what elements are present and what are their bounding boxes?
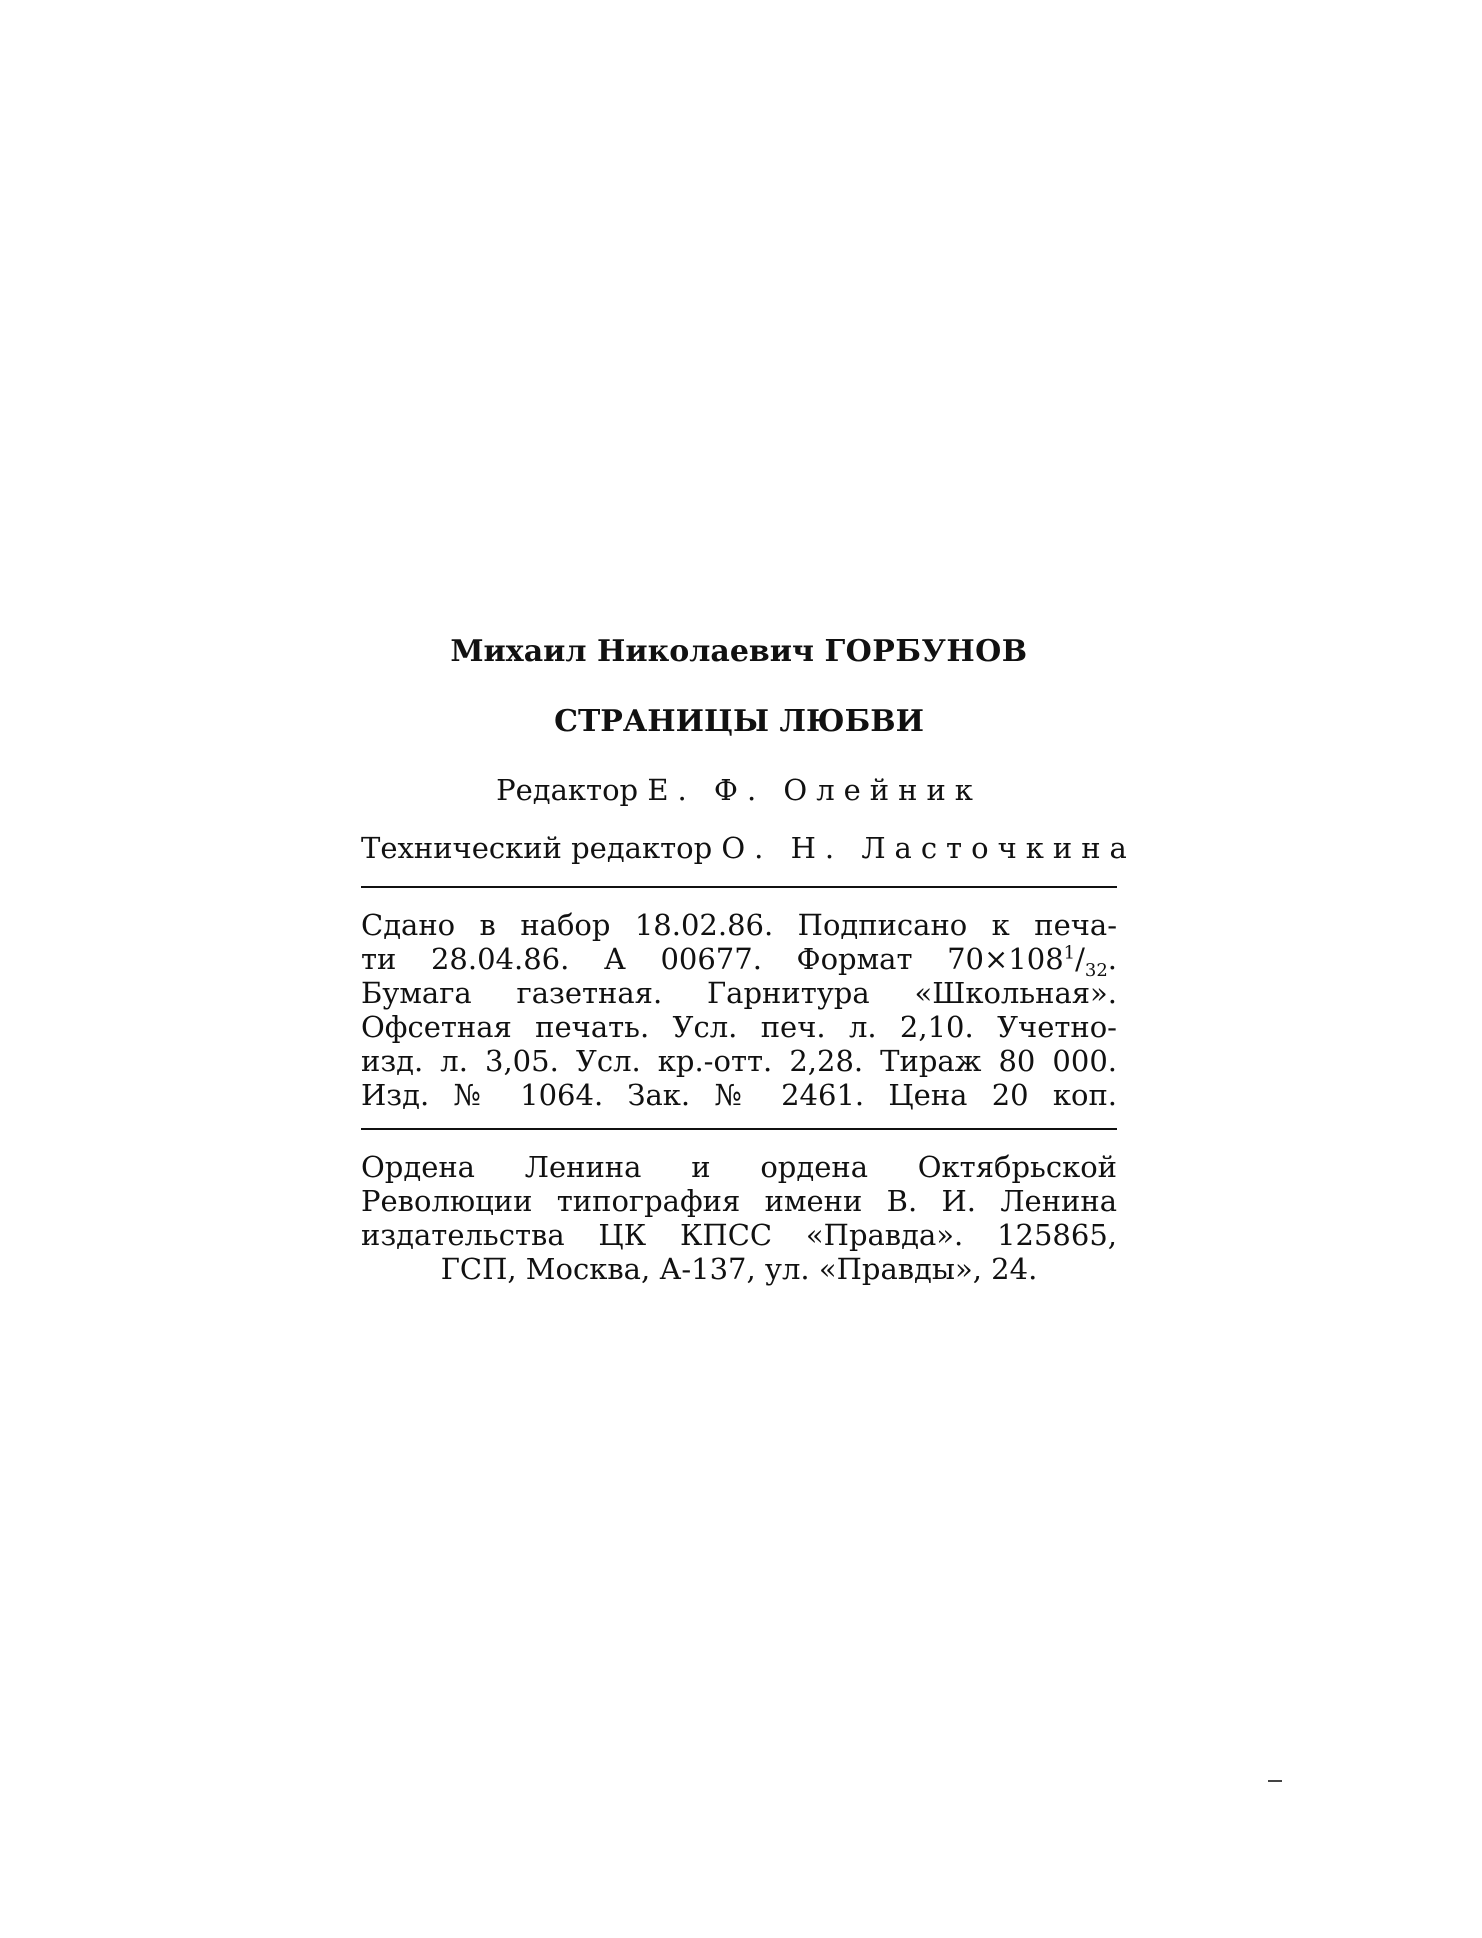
print-details-line: изд. л. 3,05. Усл. кр.-отт. 2,28. Тираж 80 000. [361,1044,1117,1078]
editor-credit [361,768,1117,812]
tech-editor-credit [361,826,1136,870]
scan-speck [1268,1780,1282,1782]
print-details-line: Изд. № 1064. Зак. № 2461. Цена 20 коп. [361,1078,1117,1112]
tech-editor-role: Технический редактор [361,831,713,865]
tech-editor-name: О. Н. Ласточкина [721,831,1136,865]
print-details-line: Бумага газетная. Гарнитура «Школьная». [361,976,1117,1010]
printer-info-line: Ордена Ленина и ордена Октябрьской [361,1150,1117,1184]
print-details-line-text: ти 28.04.86. А 00677. Формат 70×108 [361,942,1064,976]
author-surname: ГОРБУНОВ [824,634,1028,669]
print-details [361,908,1117,1112]
format-fraction-denominator: 32 [1084,959,1108,981]
format-fraction-numerator: 1 [1063,942,1076,964]
author-first-names: Михаил Николаевич [450,634,814,669]
printer-info [361,1150,1117,1286]
divider-bottom [361,1128,1117,1130]
print-details-line: Сдано в набор 18.02.86. Подписано к печа- [361,908,1117,942]
book-title: СТРАНИЦЫ ЛЮБВИ [554,704,924,739]
print-details-line: ти 28.04.86. А 00677. Формат $70\times 108^1/_{32}$. [361,942,1117,981]
editor-role: Редактор [496,773,639,807]
editor-name: Е. Ф. Олейник [647,773,982,807]
author-name [361,630,1117,674]
printer-info-line: Революции типография имени В. И. Ленина [361,1184,1117,1218]
print-details-line: Офсетная печать. Усл. печ. л. 2,10. Учетно- [361,1010,1117,1044]
divider-top [361,886,1117,888]
printer-info-line: ГСП, Москва, А-137, ул. «Правды», 24. [440,1252,1038,1286]
printer-info-line: издательства ЦК КПСС «Правда». 125865, [361,1218,1117,1252]
imprint-page [361,630,1136,1286]
